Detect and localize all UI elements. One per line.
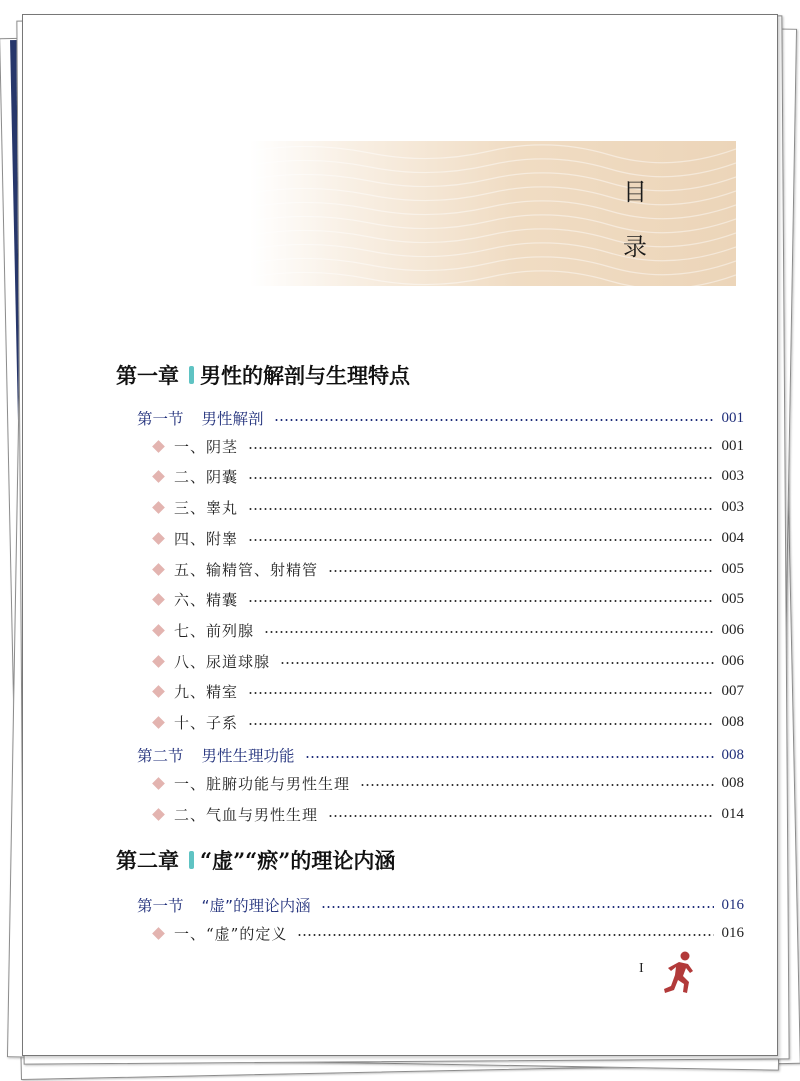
toc-item[interactable] — [152, 922, 744, 944]
dot-leader — [274, 419, 714, 421]
toc-item[interactable] — [152, 650, 744, 672]
section-label-wrap — [137, 744, 305, 766]
toc-item[interactable] — [152, 619, 744, 641]
diamond-icon — [152, 808, 165, 821]
page-number: 008 — [721, 774, 744, 791]
wave-pattern — [250, 141, 736, 286]
toc-section-1-1[interactable] — [137, 407, 744, 429]
diamond-icon — [152, 927, 165, 940]
toc-item[interactable] — [152, 527, 744, 549]
dot-leader — [360, 784, 713, 786]
toc-section-2-1[interactable] — [137, 894, 744, 916]
dot-leader — [248, 723, 713, 725]
diamond-icon — [152, 470, 165, 483]
item-label: 一、阴茎 — [174, 437, 239, 456]
section-label: 第一节 — [137, 897, 184, 915]
dot-leader — [305, 756, 714, 758]
runner-icon — [652, 949, 702, 999]
page-number: 001 — [721, 409, 744, 426]
diamond-icon — [152, 685, 165, 698]
toc-item[interactable] — [152, 558, 744, 580]
chapter-bar-icon — [189, 366, 194, 384]
toc-item[interactable] — [152, 435, 744, 457]
dot-leader — [297, 934, 713, 936]
dot-leader — [248, 447, 713, 449]
item-label: 四、附睾 — [174, 529, 239, 548]
page-title-char-2: 录 — [623, 233, 647, 261]
toc-item[interactable] — [152, 496, 744, 518]
page-number: 003 — [721, 498, 744, 515]
section-title: 男性生理功能 — [201, 747, 295, 765]
page-number: 003 — [721, 467, 744, 484]
page-number: 014 — [721, 805, 744, 822]
chapter-title: 男性的解剖与生理特点 — [200, 363, 410, 388]
diamond-icon — [152, 563, 165, 576]
diamond-icon — [152, 716, 165, 729]
item-label: 二、气血与男性生理 — [174, 805, 319, 824]
page-number: 008 — [721, 746, 744, 763]
dot-leader — [248, 692, 713, 694]
dot-leader — [280, 662, 713, 664]
page-number: 007 — [721, 682, 744, 699]
toc-section-1-2[interactable] — [137, 744, 744, 766]
dot-leader — [321, 906, 714, 908]
toc-item[interactable] — [152, 803, 744, 825]
section-label: 第二节 — [137, 747, 184, 765]
page-number: 004 — [721, 529, 744, 546]
dot-leader — [328, 815, 713, 817]
item-label: 七、前列腺 — [174, 621, 255, 640]
page-number: 005 — [721, 590, 744, 607]
diamond-icon — [152, 624, 165, 637]
item-label: 一、“虚”的定义 — [174, 924, 288, 943]
page-number: 008 — [721, 713, 744, 730]
item-label: 五、输精管、射精管 — [174, 560, 319, 579]
diamond-icon — [152, 532, 165, 545]
toc-item[interactable] — [152, 465, 744, 487]
item-label: 六、精囊 — [174, 590, 239, 609]
title-banner — [250, 141, 736, 286]
toc-item[interactable] — [152, 772, 744, 794]
chapter-bar-icon — [189, 851, 194, 869]
page-title-char-1: 目 — [623, 178, 647, 206]
page-number: 005 — [721, 560, 744, 577]
dot-leader — [248, 477, 713, 479]
item-label: 八、尿道球腺 — [174, 652, 271, 671]
chapter-heading-2[interactable] — [116, 845, 395, 875]
item-label: 十、子系 — [174, 713, 239, 732]
section-title: “虚”的理论内涵 — [201, 897, 311, 915]
dot-leader — [248, 600, 713, 602]
page-number: 016 — [721, 924, 744, 941]
section-title: 男性解剖 — [201, 410, 264, 428]
chapter-label: 第二章 — [116, 848, 179, 873]
diamond-icon — [152, 777, 165, 790]
page-number: 006 — [721, 652, 744, 669]
toc-item[interactable] — [152, 711, 744, 733]
item-label: 一、脏腑功能与男性生理 — [174, 774, 351, 793]
section-label-wrap — [137, 894, 321, 916]
toc-item[interactable] — [152, 588, 744, 610]
diamond-icon — [152, 440, 165, 453]
chapter-label: 第一章 — [116, 363, 179, 388]
diamond-icon — [152, 655, 165, 668]
item-label: 二、阴囊 — [174, 467, 239, 486]
diamond-icon — [152, 501, 165, 514]
toc-item[interactable] — [152, 680, 744, 702]
diamond-icon — [152, 593, 165, 606]
section-label-wrap — [137, 407, 274, 429]
dot-leader — [248, 508, 713, 510]
dot-leader — [264, 631, 713, 633]
page-number: 001 — [721, 437, 744, 454]
page-number: 006 — [721, 621, 744, 638]
page-number: 016 — [721, 896, 744, 913]
item-label: 三、睾丸 — [174, 498, 239, 517]
dot-leader — [328, 570, 713, 572]
item-label: 九、精室 — [174, 682, 239, 701]
section-label: 第一节 — [137, 410, 184, 428]
chapter-heading-1[interactable] — [116, 360, 410, 390]
chapter-title: “虚”“瘀”的理论内涵 — [200, 848, 396, 873]
dot-leader — [248, 539, 713, 541]
page-folio: I — [639, 961, 644, 976]
